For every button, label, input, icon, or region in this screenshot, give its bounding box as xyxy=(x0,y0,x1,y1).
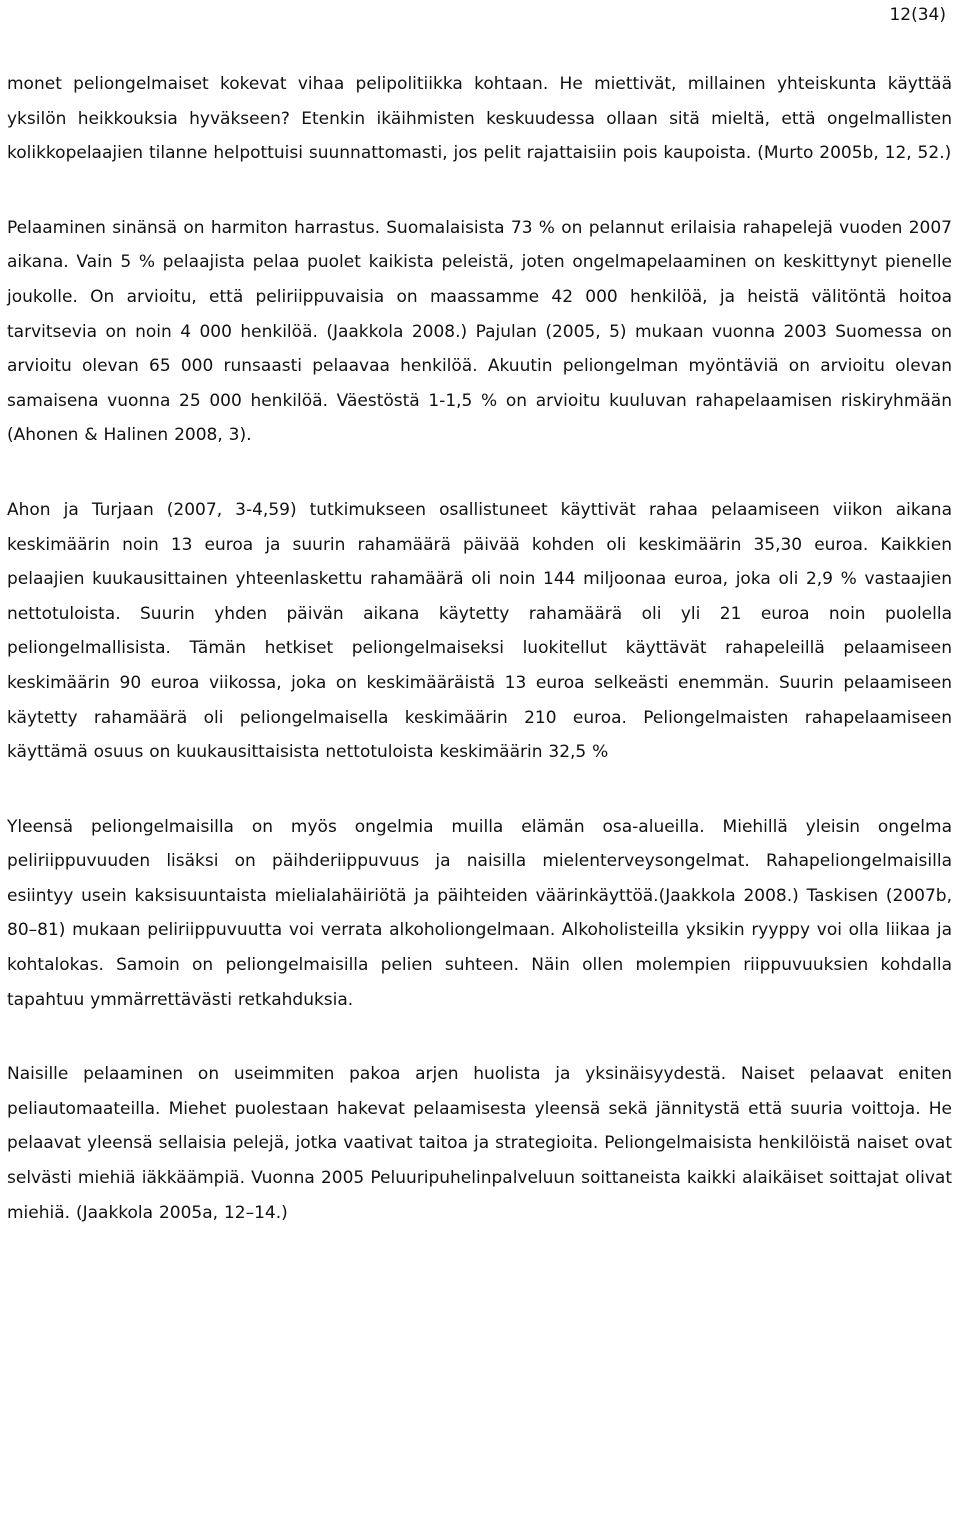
paragraph-pelaaminen-harrastus: Pelaaminen sinänsä on harmiton harrastus. Suomalaisista 73 % on pelannut erilaisia rahapelejä vuoden 2007 aikana. Vain 5 % pelaajista pelaa puolet kaikista peleistä, joten ongelmapelaaminen on keskittynyt pienelle joukolle. On arvioitu, että peliriippuvaisia on maassamme 42 000 henkilöä, ja heistä välitöntä hoitoa tarvitsevia on noin 4 000 henkilöä. (Jaakkola 2008.) Pajulan (2005, 5) mukaan vuonna 2003 Suomessa on arvioitu olevan 65 000 runsaasti pelaavaa henkilöä. Akuutin peliongelman myöntäviä on arvioitu olevan samaisena vuonna 25 000 henkilöä. Väestöstä 1-1,5 % on arvioitu kuuluvan rahapelaamisen riskiryhmään (Ahonen & Halinen 2008, 3). xyxy=(7,217,952,446)
paragraph-muut-ongelmat: Yleensä peliongelmaisilla on myös ongelmia muilla elämän osa-alueilla. Miehillä yleisin ongelma peliriippuvuuden lisäksi on päihderiippuvuus ja naisilla mielenterveysongelmat. Rahapeliongelmaisilla esiintyy usein kaksisuuntaista mielialahäiriötä ja päihteiden väärinkäyttöä.(Jaakkola 2008.) Taskisen (2007b, 80–81) mukaan peliriippuvuutta voi verrata alkoholiongelmaan. Alkoholisteilla yksikin ryyppy voi olla liikaa ja kohtalokas. Samoin on peliongelmaisilla pelien suhteen. Näin ollen molempien riippuvuuksien kohdalla tapahtuu ymmärrettävästi retkahduksia. xyxy=(7,816,952,1010)
document-body xyxy=(7,67,952,1230)
paragraph-rahankaytto: Ahon ja Turjaan (2007, 3-4,59) tutkimukseen osallistuneet käyttivät rahaa pelaamiseen viikon aikana keskimäärin noin 13 euroa ja suurin rahamäärä päivää kohden oli keskimäärin 35,30 euroa. Kaikkien pelaajien kuukausittainen yhteenlaskettu rahamäärä oli noin 144 miljoonaa euroa, joka oli 2,9 % vastaajien nettotuloista. Suurin yhden päivän aikana käytetty rahamäärä oli yli 21 euroa noin puolella peliongelmallisista. Tämän hetkiset peliongelmaiseksi luokitellut käyttävät rahapeleillä pelaamiseen keskimäärin 90 euroa viikossa, joka on keskimääräistä 13 euroa selkeästi enemmän. Suurin pelaamiseen käytetty rahamäärä oli peliongelmaisella keskimäärin 210 euroa. Peliongelmaisten rahapelaamiseen käyttämä osuus on kuukausittaisista nettotuloista keskimäärin 32,5 % xyxy=(7,499,952,763)
paragraph-naiset-miehet: Naisille pelaaminen on useimmiten pakoa arjen huolista ja yksinäisyydestä. Naiset pelaavat eniten peliautomaateilla. Miehet puolestaan hakevat pelaamisesta yleensä sekä jännitystä että suuria voittoja. He pelaavat yleensä sellaisia pelejä, jotka vaativat taitoa ja strategioita. Peliongelmaisista henkilöistä naiset ovat selvästi miehiä iäkkäämpiä. Vuonna 2005 Peluuripuhelinpalveluun soittaneista kaikki alaikäiset soittajat olivat miehiä. (Jaakkola 2005a, 12–14.) xyxy=(7,1064,952,1223)
page-number: 12(34) xyxy=(889,5,946,25)
paragraph-pelipolitiikka: monet peliongelmaiset kokevat vihaa pelipolitiikka kohtaan. He miettivät, millainen yhteiskunta käyttää yksilön heikkouksia hyväkseen? Etenkin ikäihmisten keskuudessa ollaan sitä mieltä, että ongelmallisten kolikkopelaajien tilanne helpottuisi suunnattomasti, jos pelit rajattaisiin pois kaupoista. (Murto 2005b, 12, 52.) xyxy=(7,74,952,164)
